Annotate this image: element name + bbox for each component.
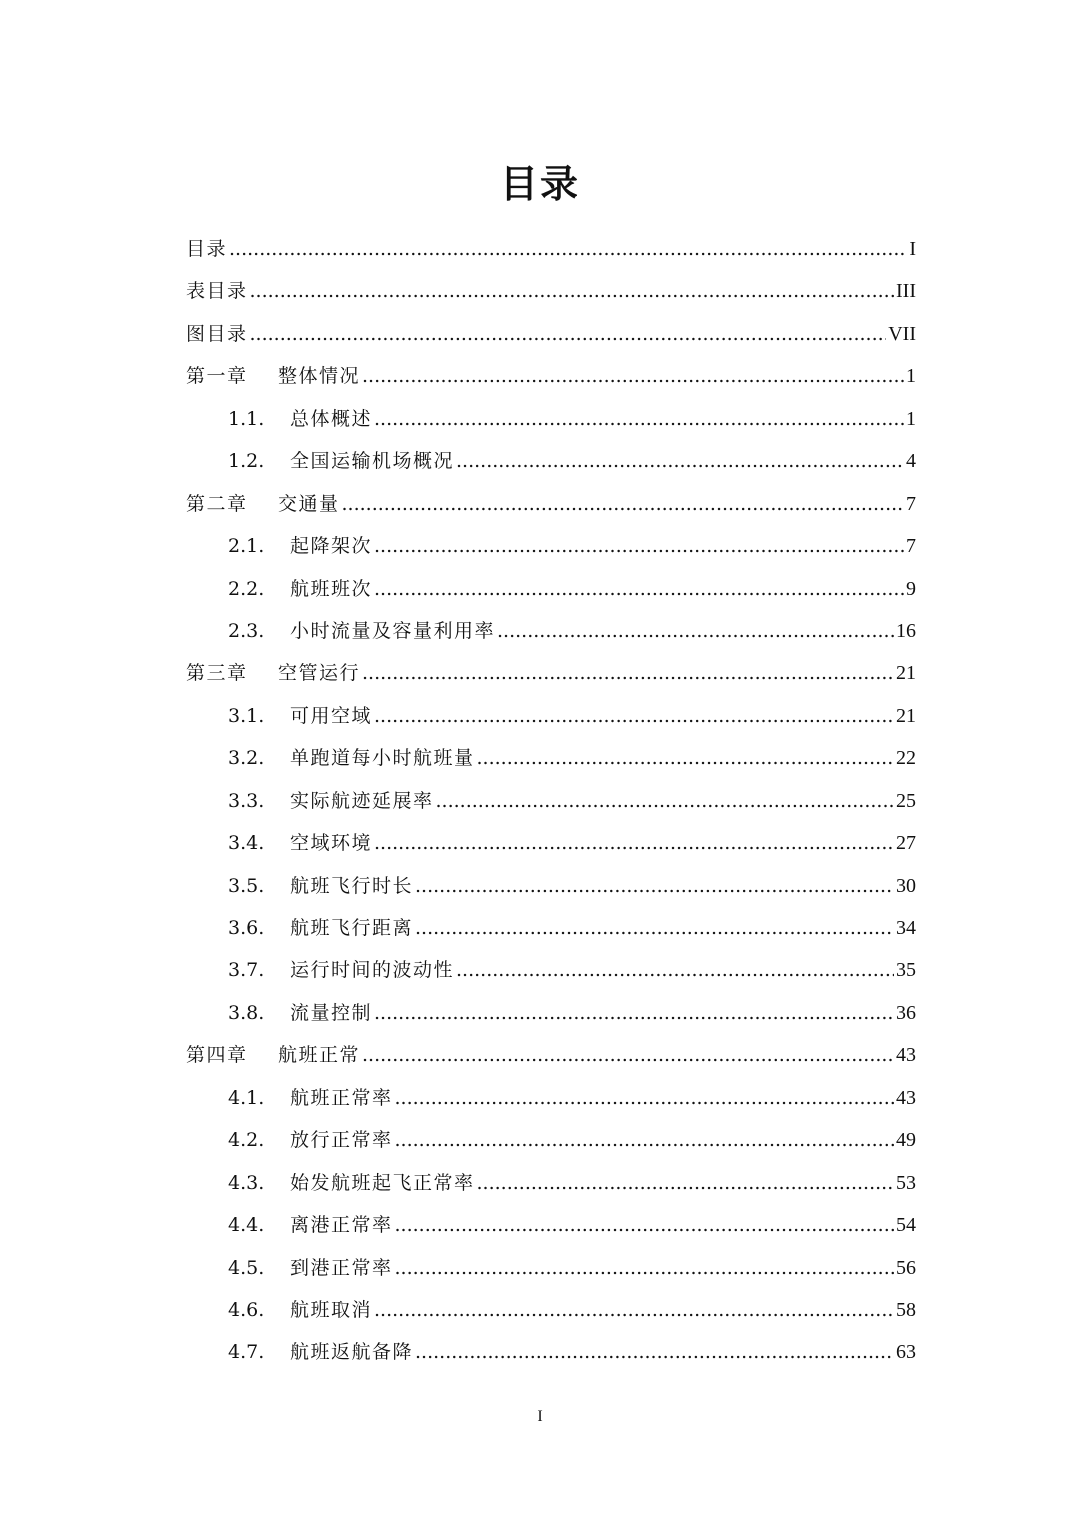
toc-leader-dots [374,695,894,737]
toc-entry-page: 35 [896,959,916,982]
toc-entry-label: 整体情况 [278,365,361,388]
toc-section-4-4[interactable] [186,1204,916,1246]
toc-section-1-1[interactable] [186,398,916,440]
toc-entry-label: 离港正常率 [290,1214,393,1237]
toc-leader-dots [395,1247,894,1289]
toc-section-1-2[interactable] [186,440,916,482]
toc-section-4-7[interactable] [186,1331,916,1373]
toc-entry-figures[interactable] [186,313,916,355]
toc-leader-dots [250,313,887,355]
toc-leader-dots [362,355,904,397]
toc-entry-page: 22 [896,747,916,770]
toc-entry-page: 49 [896,1129,916,1152]
toc-entry-page: 25 [896,789,916,812]
toc-entry-label: 航班正常 [278,1044,361,1067]
toc-entry-label: 航班飞行时长 [290,874,414,897]
toc-entry-page: 1 [906,407,916,430]
toc-section-4-3[interactable] [186,1162,916,1204]
toc-entry-label: 空管运行 [278,662,361,685]
toc-entry-page: 43 [896,1086,916,1109]
toc-entry-page: VII [888,322,916,345]
toc-section-number: 4.2. [228,1129,265,1152]
toc-entry-label: 目录 [186,238,228,260]
toc-section-number: 4.6. [228,1298,265,1321]
toc-entry-page: 21 [896,704,916,727]
toc-chapter-4[interactable] [186,1034,916,1076]
toc-section-4-5[interactable] [186,1247,916,1289]
toc-entry-page: 7 [906,535,916,558]
toc-leader-dots [477,737,894,779]
toc-entry-page: 16 [896,619,916,642]
toc-entry-page: 58 [896,1298,916,1321]
toc-section-number: 3.4. [228,832,265,855]
toc-section-number: 2.2. [228,577,265,600]
toc-section-4-2[interactable] [186,1119,916,1161]
toc-leader-dots [395,1119,894,1161]
toc-entry-page: I [909,238,916,260]
toc-entry-page: 36 [896,1001,916,1024]
toc-leader-dots [395,1077,894,1119]
toc-entry-label: 可用空域 [290,704,373,727]
page-title: 目录 [499,162,580,206]
toc-section-number: 4.7. [228,1341,265,1364]
toc-chapter-number: 第一章 [186,365,248,388]
toc-section-3-8[interactable] [186,992,916,1034]
table-of-contents [186,228,916,1374]
toc-leader-dots [415,907,894,949]
toc-entry-label: 小时流量及容量利用率 [290,619,496,642]
toc-section-3-2[interactable] [186,737,916,779]
toc-entry-page: 21 [896,662,916,685]
toc-entry-label: 全国运输机场概况 [290,450,455,473]
toc-section-number: 3.7. [228,959,265,982]
toc-entry-page: 56 [896,1256,916,1279]
toc-entry-label: 航班正常率 [290,1086,393,1109]
toc-leader-dots [374,1289,894,1331]
toc-chapter-number: 第二章 [186,492,248,515]
toc-leader-dots [415,1331,894,1373]
toc-entry-label: 流量控制 [290,1001,373,1024]
toc-section-2-3[interactable] [186,610,916,652]
toc-entry-label: 航班飞行距离 [290,917,414,939]
toc-entry-label: 实际航迹延展率 [290,789,434,812]
toc-leader-dots [362,1034,894,1076]
toc-entry-label: 起降架次 [290,535,373,558]
toc-entry-page: 63 [896,1341,916,1364]
toc-leader-dots [497,610,894,652]
toc-leader-dots [456,949,894,991]
toc-section-number: 1.1. [228,407,265,430]
toc-chapter-2[interactable] [186,483,916,525]
toc-section-number: 4.5. [228,1256,265,1279]
toc-leader-dots [229,228,907,270]
toc-section-number: 2.1. [228,535,265,558]
toc-section-number: 4.4. [228,1214,265,1237]
toc-section-number: 3.3. [228,789,265,812]
toc-entry-label: 交通量 [278,492,340,515]
toc-chapter-3[interactable] [186,652,916,694]
toc-entry-page: 9 [906,577,916,600]
toc-section-3-3[interactable] [186,780,916,822]
toc-entry-label: 表目录 [186,280,248,303]
toc-leader-dots [374,398,904,440]
toc-entry-page: 4 [906,450,916,473]
toc-leader-dots [374,568,904,610]
toc-entry-label: 到港正常率 [290,1256,393,1279]
toc-section-3-5[interactable] [186,865,916,907]
page-number-footer: I [537,1408,543,1425]
toc-leader-dots [477,1162,894,1204]
toc-entry-page: 53 [896,1171,916,1194]
toc-entry-page: 7 [906,492,916,515]
toc-section-3-4[interactable] [186,822,916,864]
toc-leader-dots [395,1204,894,1246]
toc-section-3-6[interactable] [186,907,916,949]
toc-entry-label: 始发航班起飞正常率 [290,1171,475,1194]
toc-section-number: 3.8. [228,1001,265,1024]
toc-section-number: 4.3. [228,1171,265,1194]
toc-leader-dots [374,525,904,567]
toc-entry-label: 总体概述 [290,407,373,430]
toc-entry-page: 43 [896,1044,916,1067]
toc-leader-dots [374,822,894,864]
toc-entry-label: 放行正常率 [290,1129,393,1152]
toc-chapter-number: 第三章 [186,662,248,685]
toc-section-number: 3.6. [228,917,265,939]
toc-leader-dots [456,440,904,482]
toc-entry-label: 航班返航备降 [290,1341,414,1364]
toc-leader-dots [436,780,894,822]
toc-entry-label: 航班取消 [290,1298,373,1321]
toc-section-number: 3.2. [228,747,265,770]
toc-section-number: 4.1. [228,1086,265,1109]
toc-leader-dots [415,865,894,907]
toc-section-number: 1.2. [228,450,265,473]
toc-section-2-2[interactable] [186,568,916,610]
toc-entry-page: 34 [896,917,916,939]
toc-leader-dots [362,652,894,694]
toc-entry-label: 运行时间的波动性 [290,959,455,982]
toc-section-4-6[interactable] [186,1289,916,1331]
toc-section-number: 3.5. [228,874,265,897]
toc-entry-label: 图目录 [186,322,248,345]
toc-entry-label: 单跑道每小时航班量 [290,747,475,770]
toc-section-number: 2.3. [228,619,265,642]
toc-entry-label: 空域环境 [290,832,373,855]
toc-section-3-1[interactable] [186,695,916,737]
toc-section-4-1[interactable] [186,1077,916,1119]
toc-entry-page: 30 [896,874,916,897]
toc-chapter-number: 第四章 [186,1044,248,1067]
toc-entry-label: 航班班次 [290,577,373,600]
toc-entry-contents[interactable] [186,228,916,270]
toc-chapter-1[interactable] [186,355,916,397]
toc-section-2-1[interactable] [186,525,916,567]
toc-leader-dots [342,483,904,525]
toc-section-number: 3.1. [228,704,265,727]
toc-entry-page: III [896,280,916,303]
toc-entry-page: 27 [896,832,916,855]
toc-entry-tables[interactable] [186,270,916,312]
toc-entry-page: 54 [896,1214,916,1237]
toc-section-3-7[interactable] [186,949,916,991]
toc-entry-page: 1 [906,365,916,388]
toc-leader-dots [250,270,895,312]
toc-leader-dots [374,992,894,1034]
